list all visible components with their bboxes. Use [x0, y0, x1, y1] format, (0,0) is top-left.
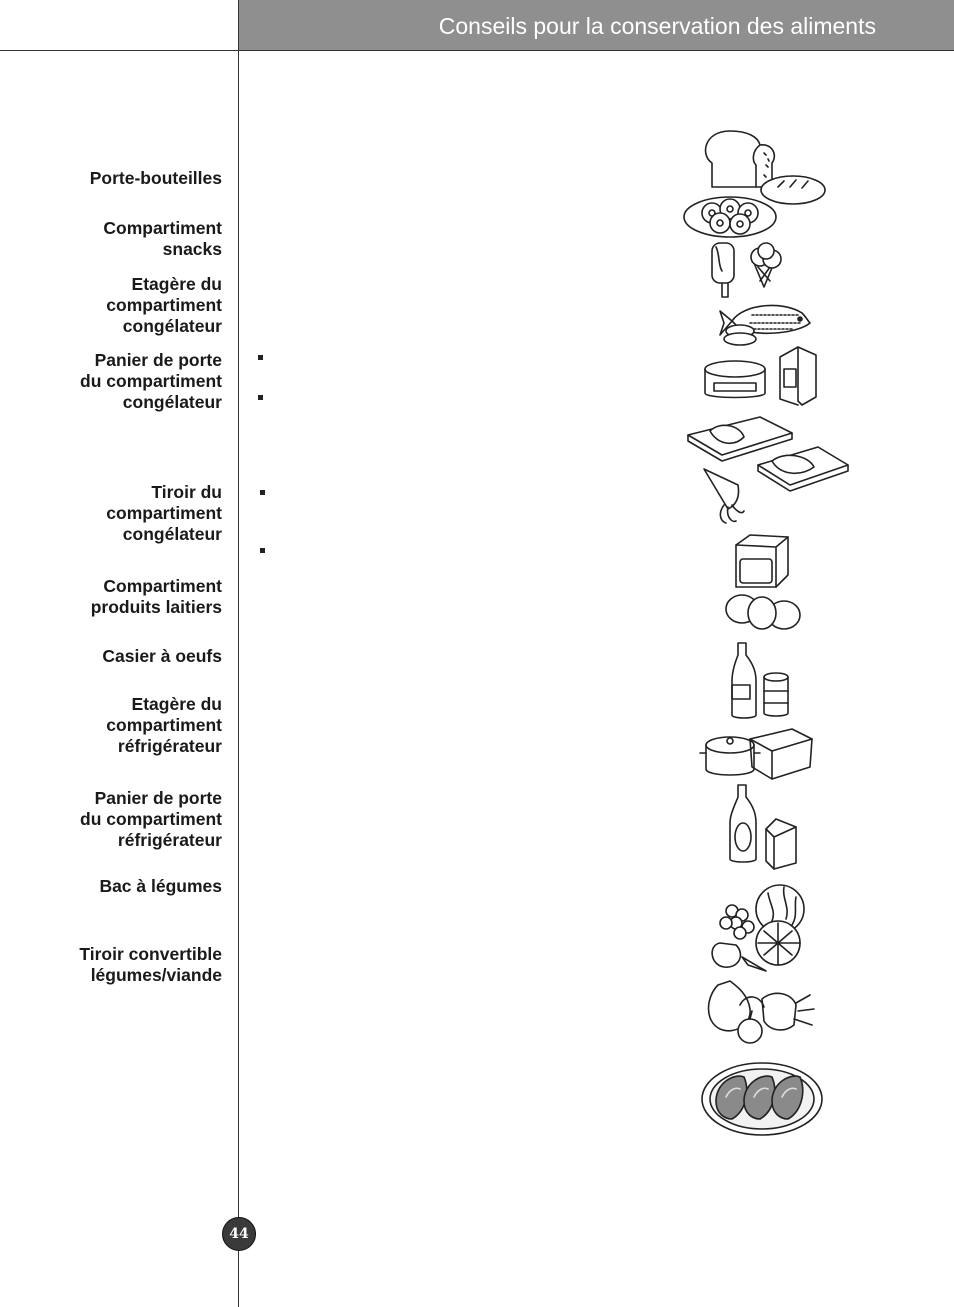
- header-bar: [239, 0, 954, 50]
- label-tiroir-congelateur: Tiroir du compartiment congélateur: [106, 482, 222, 544]
- butter-carton-icon: [736, 535, 788, 587]
- fruits-icon: [712, 885, 804, 971]
- label-produits-laitiers: Compartiment produits laitiers: [90, 576, 222, 617]
- bread-icon: [706, 131, 825, 204]
- bullet-marker: [260, 490, 265, 495]
- label-etagere-congelateur: Etagère du compartiment congélateur: [106, 274, 222, 336]
- squid-icon: [704, 469, 744, 523]
- vegetables-icon: [709, 981, 815, 1043]
- label-casier-oeufs: Casier à oeufs: [102, 646, 222, 666]
- label-tiroir-convertible: Tiroir convertible légumes/viande: [79, 944, 222, 985]
- label-panier-porte-refrigerateur: Panier de porte du compartiment réfrigérateur: [80, 788, 222, 850]
- bottle-and-can-icon: [732, 643, 788, 718]
- frozen-containers-icon: [705, 347, 816, 405]
- bullet-marker: [258, 355, 263, 360]
- food-illustrations: [680, 125, 855, 1145]
- bullet-marker: [260, 548, 265, 553]
- header-divider: [0, 50, 954, 51]
- donuts-plate-icon: [684, 197, 776, 237]
- label-compartiment-snacks: Compartiment snacks: [103, 218, 222, 259]
- label-bac-legumes: Bac à légumes: [99, 876, 222, 896]
- column-divider: [238, 0, 239, 1307]
- fish-icon: [720, 305, 810, 345]
- page-title: Conseils pour la conservation des aliments: [438, 13, 876, 39]
- bullet-marker: [258, 395, 263, 400]
- bottle-and-milk-icon: [730, 785, 796, 869]
- food-containers-icon: [700, 729, 812, 779]
- meat-plate-icon: [702, 1063, 822, 1135]
- label-porte-bouteilles: Porte-bouteilles: [89, 168, 222, 188]
- page-number: 44: [222, 1217, 256, 1251]
- label-etagere-refrigerateur: Etagère du compartiment réfrigérateur: [106, 694, 222, 756]
- ice-cream-icon: [712, 243, 781, 297]
- eggs-icon: [726, 595, 800, 629]
- label-panier-porte-congelateur: Panier de porte du compartiment congélateur: [80, 350, 222, 412]
